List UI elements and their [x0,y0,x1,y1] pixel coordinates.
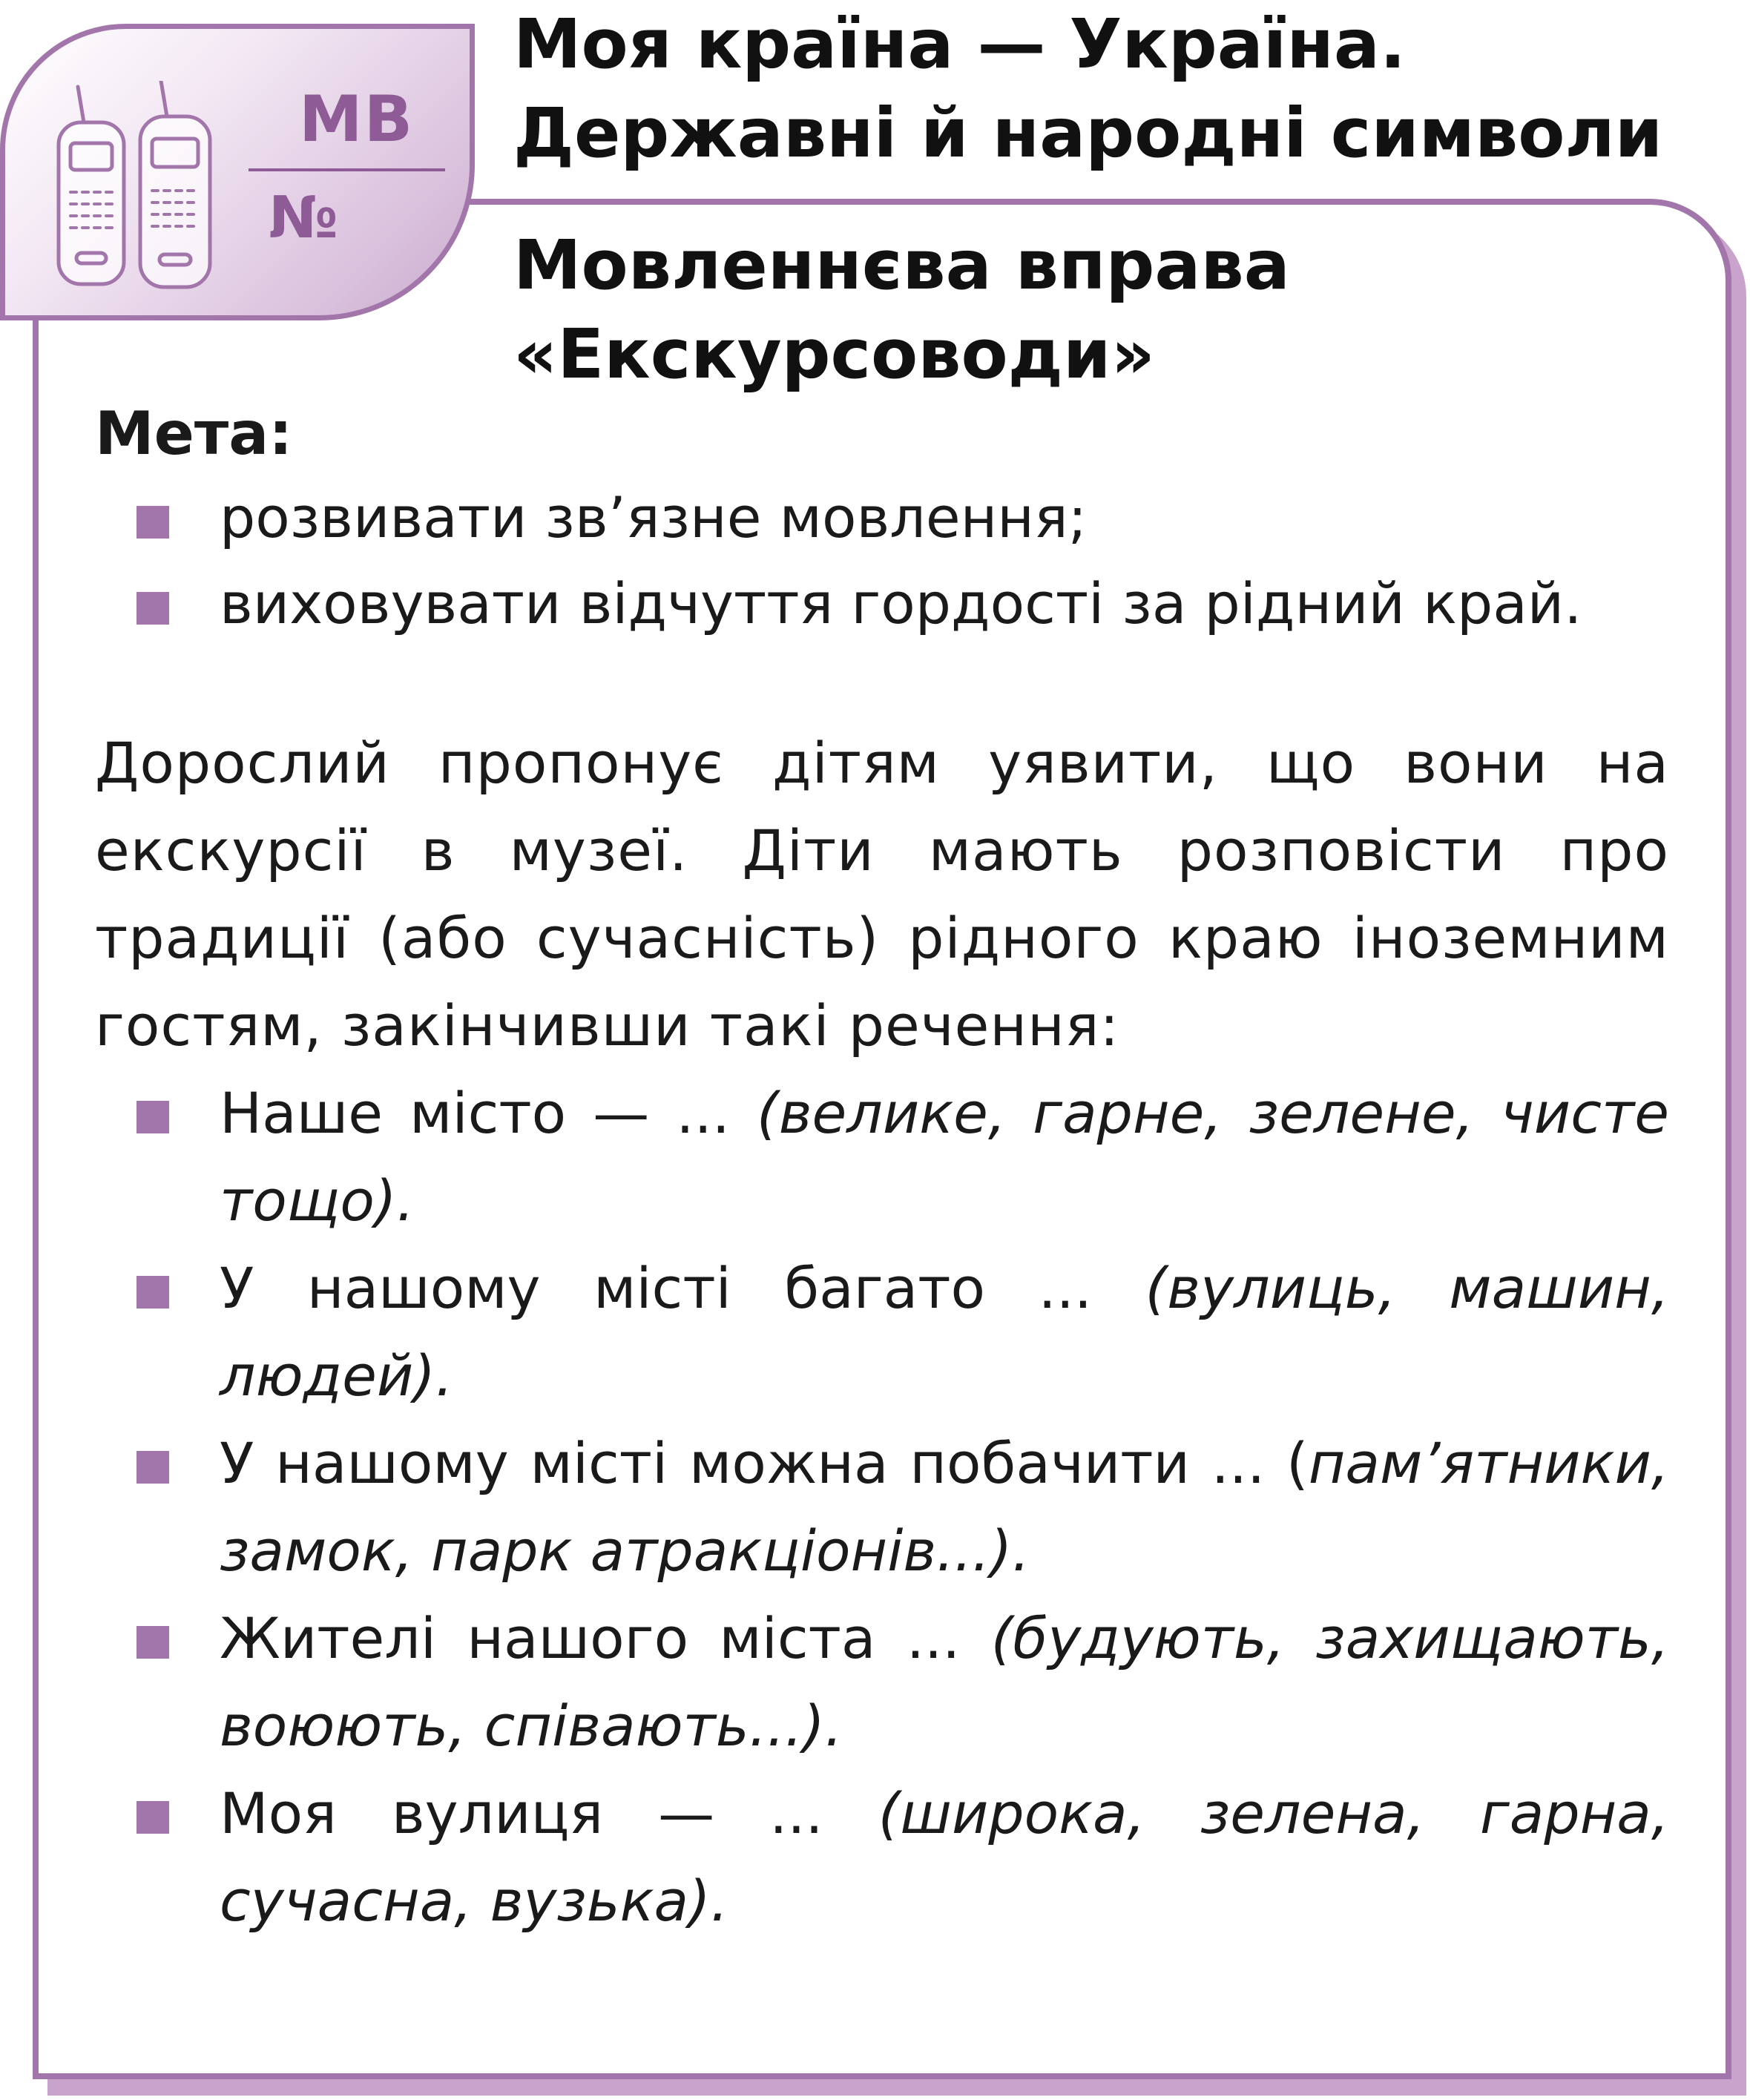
square-bullet-icon [136,1276,169,1309]
sentence-start: Жителі нашого міста ... [220,1605,991,1671]
exercise-content [95,393,1669,1945]
subtitle-line-1: Мовленнєва вправа [513,226,1290,305]
sentence-hint: (будують, захищають, воюють, співають...). [220,1605,1669,1759]
goal-item-text: виховувати відчуття гордості за рідний край. [220,570,1582,636]
square-bullet-icon [136,1626,169,1659]
square-bullet-icon [136,1101,169,1133]
tab-divider [249,168,445,171]
sentence-hint: (велике, гарне, зелене, чисте тощо). [220,1080,1670,1234]
square-bullet-icon [136,506,169,539]
goal-item [95,475,1669,561]
goal-item [95,561,1669,647]
goal-item-text: розвивати зв’язне мовлення; [220,484,1088,550]
sentence-hint: (широка, зелена, гарна, сучасна, вузька). [220,1780,1669,1934]
intro-paragraph: Дорослий пропонує дітям уявити, що вони на екскурсії в музеї. Діти мають розповісти про традиції (або сучасність) рідного краю іноземним гостям, закінчивши такі речення: [95,730,1669,1059]
mobile-phones-icon [48,81,226,296]
sentence-item [95,1770,1669,1945]
tab-number-label: № [269,185,338,251]
page-title [513,0,1662,178]
sentence-list [95,1070,1669,1945]
subtitle-line-2: «Екскурсоводи» [513,315,1155,394]
sentence-hint: (вулиць, машин, людей). [220,1255,1669,1409]
square-bullet-icon [136,592,169,625]
sentence-item [95,1070,1669,1245]
title-line-1: Моя країна — Україна. [513,4,1406,84]
tab-code: МВ [299,82,415,157]
sentence-item [95,1595,1669,1770]
sentence-item [95,1420,1669,1595]
square-bullet-icon [136,1801,169,1834]
goal-list [95,475,1669,647]
sentence-start: У нашому місті можна побачити ... ( [220,1430,1309,1496]
exercise-title [513,221,1290,399]
goal-label: Мета: [95,399,293,468]
sentence-start: У нашому місті багато ... [220,1255,1145,1321]
sentence-start: Моя вулиця — ... [220,1780,878,1846]
exercise-tab [0,24,475,320]
title-line-2: Державні й народні символи [513,93,1663,173]
sentence-item [95,1245,1669,1420]
sentence-hint: пам’ятники, замок, парк атракціонів...). [220,1430,1669,1584]
sentence-start: Наше місто — ... [220,1080,757,1146]
square-bullet-icon [136,1451,169,1484]
